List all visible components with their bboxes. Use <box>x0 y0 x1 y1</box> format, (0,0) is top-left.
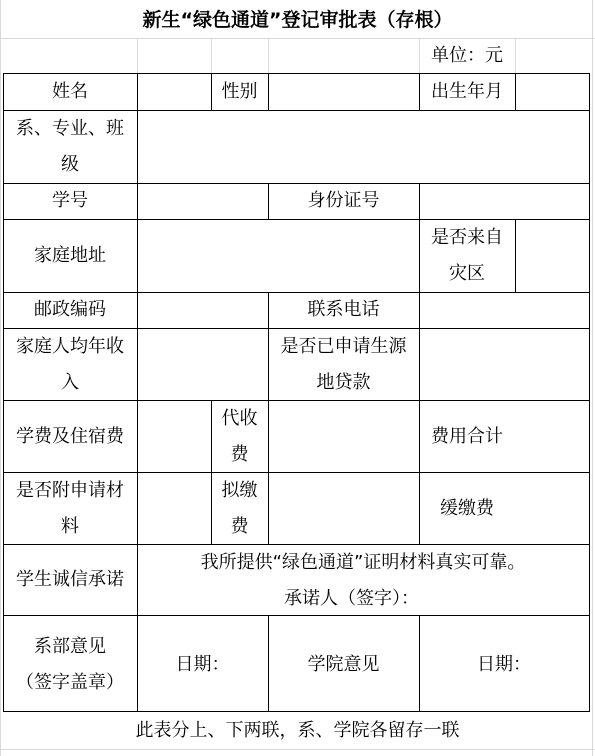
total-fees-label: 费用合计 <box>431 426 503 447</box>
gender-label: 性别 <box>221 81 258 102</box>
pledge-text: 我所提供“绿色通道”证明材料真实可靠。 <box>200 552 526 573</box>
collected-fees-line1: 代收 <box>221 408 258 429</box>
materials-label-line2: 料 <box>61 516 79 537</box>
phone-label: 联系电话 <box>307 299 380 320</box>
materials-label-line1: 是否附申请材 <box>16 480 124 501</box>
dept-opinion-line1: 系部意见 <box>34 636 106 657</box>
income-label-line2: 入 <box>61 372 79 393</box>
unit-label: 单位：元 <box>431 45 503 66</box>
college-date-label: 日期： <box>477 654 531 675</box>
college-opinion-label: 学院意见 <box>307 654 380 675</box>
disaster-label-line1: 是否来自 <box>431 227 503 248</box>
to-pay-line2: 费 <box>230 516 249 537</box>
dept-date-label: 日期： <box>175 654 230 675</box>
dept-opinion-line2: （签字盖章） <box>16 672 124 693</box>
deferred-fee-label: 缓缴费 <box>440 498 494 519</box>
collected-fees-line2: 费 <box>230 444 249 465</box>
postal-code-label: 邮政编码 <box>34 299 106 320</box>
income-label-line1: 家庭人均年收 <box>16 336 124 357</box>
major-label-line1: 系、专业、班 <box>16 118 124 139</box>
name-label: 姓名 <box>52 81 88 102</box>
address-label: 家庭地址 <box>34 245 106 266</box>
id-number-label: 身份证号 <box>307 190 380 211</box>
form-title: 新生“绿色通道”登记审批表（存根） <box>142 9 453 31</box>
student-id-label: 学号 <box>52 190 88 211</box>
pledge-label: 学生诚信承诺 <box>16 569 124 590</box>
loan-label-line1: 是否已申请生源 <box>280 336 407 357</box>
major-label-line2: 级 <box>61 154 79 175</box>
disaster-label-line2: 灾区 <box>449 263 485 284</box>
birth-label: 出生年月 <box>431 81 503 102</box>
to-pay-line1: 拟缴 <box>221 480 258 501</box>
pledge-signer: 承诺人（签字）： <box>284 588 419 609</box>
footer-note: 此表分上、下两联，系、学院各留存一联 <box>135 720 460 741</box>
loan-label-line2: 地贷款 <box>316 372 371 393</box>
tuition-label: 学费及住宿费 <box>16 426 124 447</box>
